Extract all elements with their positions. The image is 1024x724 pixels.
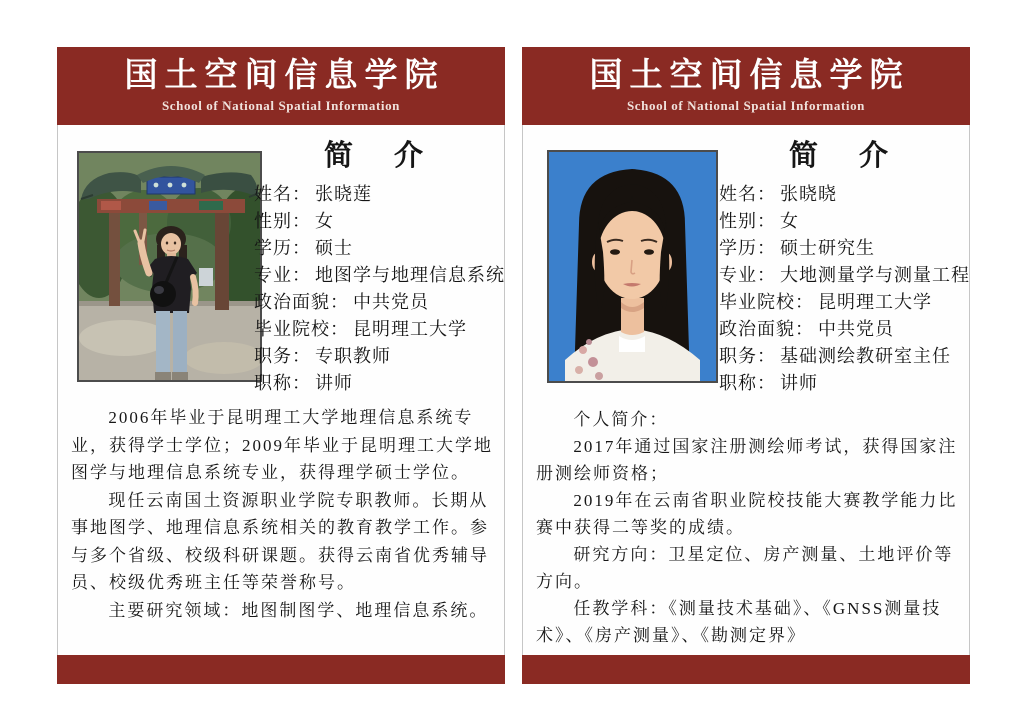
bio-paragraph: 2019年在云南省职业院校技能大赛教学能力比赛中获得二等奖的成绩。: [536, 491, 958, 537]
bio-paragraph: 现任云南国土资源职业学院专职教师。长期从事地图学、地理信息系统相关的教育教学工作。参与多个省级、校级科研课题。获得云南省优秀辅导员、校级优秀班主任等荣誉称号。: [71, 490, 489, 592]
info-label: 毕业院校：: [254, 319, 349, 339]
info-label: 政治面貌：: [254, 292, 349, 312]
info-row-title: [719, 370, 969, 397]
bio-paragraph: 2017年通过国家注册测绘师考试，获得国家注册测绘师资格；: [536, 437, 958, 483]
info-value: 硕士: [315, 238, 353, 258]
info-row-name: [254, 181, 504, 208]
info-label: 性别：: [254, 211, 311, 231]
info-row-title: [254, 370, 504, 397]
info-value: 基础测绘教研室主任: [780, 346, 951, 366]
info-value: 讲师: [315, 373, 353, 393]
card-footer-bar: [522, 655, 970, 684]
info-row-degree: [254, 235, 504, 262]
info-value: 张晓晓: [780, 184, 837, 204]
bio-paragraph: 研究方向：卫星定位、房产测量、土地评价等方向。: [536, 545, 954, 591]
info-value: 地图学与地理信息系统: [315, 265, 505, 285]
id-photo-illustration: [549, 152, 716, 381]
info-label: 职称：: [254, 373, 311, 393]
card-body: [523, 125, 969, 655]
info-label: 职务：: [719, 346, 776, 366]
section-title: 简 介: [323, 140, 429, 172]
profile-photo-id: [547, 150, 718, 383]
college-name-english: School of National Spatial Information: [626, 98, 866, 114]
info-value: 女: [315, 211, 334, 231]
info-value: 张晓莲: [315, 184, 372, 204]
card-body: [58, 125, 504, 655]
info-row-political-status: [254, 289, 504, 316]
section-title: 简 介: [788, 140, 894, 172]
info-row-major: [254, 262, 504, 289]
info-label: 毕业院校：: [719, 292, 814, 312]
bio-section: [71, 404, 495, 624]
info-value: 中共党员: [353, 292, 429, 312]
info-value: 硕士研究生: [780, 238, 875, 258]
info-value: 昆明理工大学: [353, 319, 467, 339]
info-label: 专业：: [719, 265, 776, 285]
college-name: 国土空间信息学院: [589, 58, 910, 94]
info-row-major: [719, 262, 969, 289]
info-row-position: [254, 343, 504, 370]
info-row-position: [719, 343, 969, 370]
info-label: 学历：: [254, 238, 311, 258]
info-row-degree: [719, 235, 969, 262]
info-label: 政治面貌：: [719, 319, 814, 339]
info-label: 专业：: [254, 265, 311, 285]
card-header: [57, 47, 505, 125]
bio-paragraph: 个人简介：: [573, 410, 669, 429]
info-row-gender: [719, 208, 969, 235]
college-name: 国土空间信息学院: [124, 58, 445, 94]
info-list: [254, 181, 504, 397]
info-label: 姓名：: [719, 184, 776, 204]
info-label: 姓名：: [254, 184, 311, 204]
info-row-gender: [254, 208, 504, 235]
info-label: 性别：: [719, 211, 776, 231]
info-label: 学历：: [719, 238, 776, 258]
info-label: 职称：: [719, 373, 776, 393]
profile-card-zhang-xiaoxiao: [522, 47, 970, 684]
card-footer-bar: [57, 655, 505, 684]
info-row-political-status: [719, 316, 969, 343]
info-value: 昆明理工大学: [818, 292, 932, 312]
college-name-english: School of National Spatial Information: [161, 98, 401, 114]
info-value: 女: [780, 211, 799, 231]
bio-paragraph: 2006年毕业于昆明理工大学地理信息系统专业，获得学士学位；2009年毕业于昆明理工大学地图学与地理信息系统专业，获得理学硕士学位。: [71, 408, 493, 482]
info-row-name: [719, 181, 969, 208]
profile-card-zhang-xiaolian: [57, 47, 505, 684]
profile-photo-outdoor: [77, 151, 262, 382]
card-header: [522, 47, 970, 125]
bio-paragraph: 任教学科：《测量技术基础》、《GNSS测量技术》、《房产测量》、《勘测定界》: [536, 599, 942, 645]
info-row-alma-mater: [254, 316, 504, 343]
bio-section: [536, 406, 960, 649]
info-value: 中共党员: [818, 319, 894, 339]
info-value: 专职教师: [315, 346, 391, 366]
info-list: [719, 181, 969, 397]
bio-paragraph: 主要研究领域：地图制图学、地理信息系统。: [108, 600, 489, 620]
info-row-alma-mater: [719, 289, 969, 316]
info-value: 讲师: [780, 373, 818, 393]
info-value: 大地测量学与测量工程: [780, 265, 970, 285]
info-label: 职务：: [254, 346, 311, 366]
outdoor-photo-illustration: [79, 153, 260, 380]
